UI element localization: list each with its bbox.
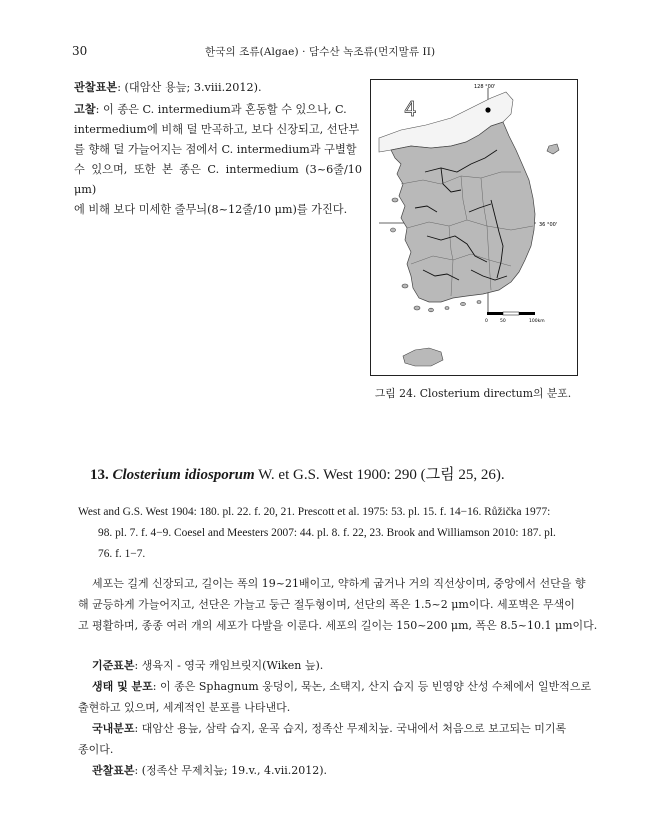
reference-line-2: 98. pl. 7. f. 4−9. Coesel and Meesters 2007: 44. pl. 8. f. 22, 23. Brook and Williamson 2010: 187. pl. bbox=[98, 527, 556, 539]
left-column-text bbox=[74, 77, 362, 220]
scale-label-50: 50 bbox=[500, 319, 506, 324]
ecology-label: 생태 및 분포 bbox=[92, 680, 153, 693]
specimen-paragraph bbox=[74, 77, 362, 98]
specimen-label: 관찰표본 bbox=[74, 80, 118, 94]
description-line-1: 세포는 길게 신장되고, 길이는 폭의 19~21배이고, 약하게 굽거나 거의 직선상이며, 중앙에서 선단을 향 bbox=[92, 577, 586, 590]
observed-specimen-line bbox=[78, 760, 573, 781]
figure-caption-text: 그림 24. Closterium directum의 분포. bbox=[374, 387, 572, 400]
scale-label-100km: 100km bbox=[529, 319, 545, 324]
south-korea-region bbox=[391, 122, 535, 302]
species-heading bbox=[90, 463, 505, 484]
remark-label: 고찰 bbox=[74, 102, 96, 116]
domestic-continuation: 종이다. bbox=[78, 743, 114, 756]
species-author: W. et G.S. West 1900: 290 (그림 25, 26). bbox=[258, 467, 505, 483]
distribution-map bbox=[370, 79, 578, 376]
reference-line-3: 76. f. 1−7. bbox=[98, 548, 146, 560]
species-epithet: idiosporum bbox=[184, 467, 255, 483]
observed-specimen-text: : (정족산 무제치늪; 19.v., 4.vii.2012). bbox=[134, 764, 328, 777]
remark-line-1: : 이 종은 C. intermedium과 혼동할 수 있으나, C. bbox=[95, 103, 347, 116]
remark-line-3: 를 향해 덜 가늘어지는 점에서 C. intermedium과 구별할 bbox=[74, 143, 357, 156]
domestic-text: : 대암산 용늪, 삼락 습지, 운곡 습지, 정족산 무제치늪. 국내에서 처음으로 보고되는 미기록 bbox=[134, 722, 567, 735]
ecology-continuation: 출현하고 있으며, 세계적인 분포를 나타낸다. bbox=[78, 701, 291, 714]
type-specimen-line bbox=[78, 655, 573, 676]
notes-block bbox=[78, 655, 592, 781]
page-number: 30 bbox=[72, 44, 88, 58]
reference-line-1: West and G.S. West 1904: 180. pl. 22. f. 20, 21. Prescott et al. 1975: 53. pl. 15. f. 14−16. Růžička 1977: bbox=[78, 506, 551, 518]
references-block bbox=[78, 502, 573, 565]
latitude-label: 36 °00' bbox=[539, 222, 558, 228]
panel-label: 4 bbox=[404, 97, 417, 121]
domestic-line bbox=[78, 718, 573, 739]
description-block bbox=[78, 573, 598, 636]
specimen-text: : (대암산 용늪; 3.viii.2012). bbox=[117, 81, 262, 94]
observed-specimen-label: 관찰표본 bbox=[92, 764, 135, 777]
type-text: : 생육지 - 영국 캐임브릿지(Wiken 늪). bbox=[134, 659, 324, 672]
running-header: 한국의 조류(Algae) · 담수산 녹조류(먼지말류 II) bbox=[205, 46, 436, 58]
description-line-3: 고 평활하며, 종종 여러 개의 세포가 다발을 이룬다. 세포의 길이는 150~200 μm, 폭은 8.5~10.1 μm이다. bbox=[78, 619, 598, 632]
species-number: 13. bbox=[90, 467, 109, 483]
scale-bar bbox=[485, 312, 545, 324]
domestic-label: 국내분포 bbox=[92, 722, 135, 735]
description-line-2: 해 균등하게 가늘어지고, 선단은 가늘고 둥근 절두형이며, 선단의 폭은 1.5~2 μm이다. 세포벽은 무색이 bbox=[78, 598, 575, 611]
ecology-line bbox=[78, 676, 592, 697]
type-label: 기준표본 bbox=[92, 659, 135, 672]
collection-site-marker bbox=[485, 107, 490, 112]
korea-map-figure bbox=[371, 80, 577, 375]
figure-caption bbox=[370, 386, 576, 401]
remark-line-5: 에 비해 보다 미세한 줄무늬(8~12줄/10 μm)를 가진다. bbox=[74, 203, 348, 216]
longitude-label: 128 °00' bbox=[474, 84, 496, 90]
species-genus: Closterium bbox=[112, 467, 181, 483]
ecology-text: : 이 종은 Sphagnum 웅덩이, 묵논, 소택지, 산지 습지 등 빈영양 산성 수체에서 일반적으로 bbox=[152, 680, 592, 693]
remark-line-4: 수 있으며, 또한 본 종은 C. intermedium (3~6줄/10 μm) bbox=[74, 163, 362, 196]
remark-line-2: intermedium에 비해 덜 만곡하고, 보다 신장되고, 선단부 bbox=[74, 123, 360, 136]
remark-paragraph bbox=[74, 99, 362, 220]
scale-label-0: 0 bbox=[485, 319, 488, 324]
